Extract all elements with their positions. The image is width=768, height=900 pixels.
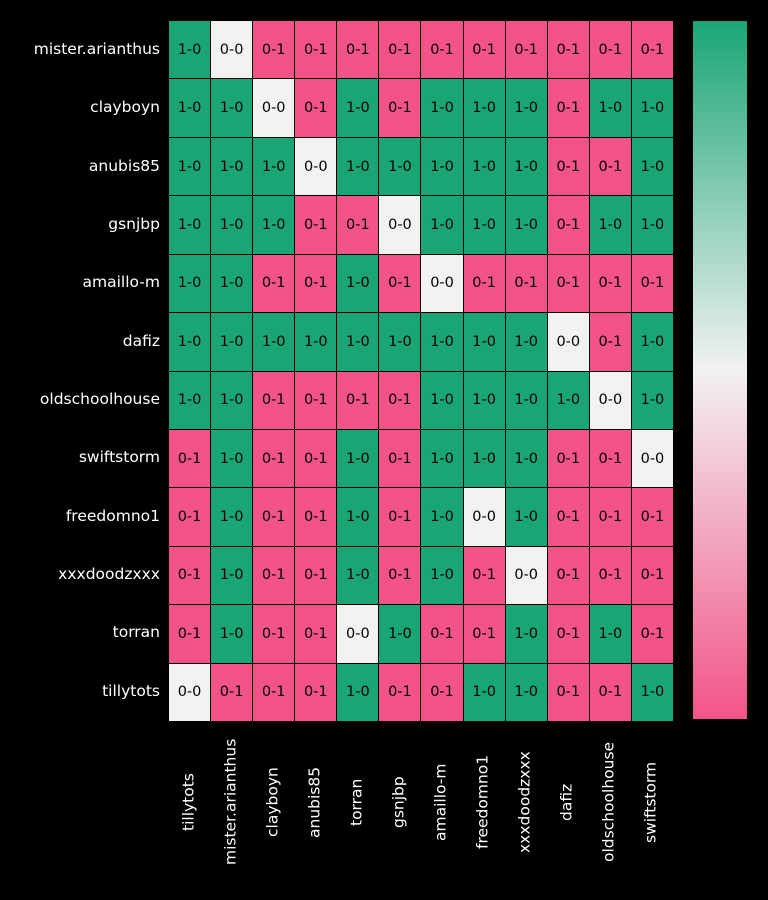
row-label: anubis85 (88, 156, 160, 175)
heatmap-cell: 0-1 (632, 547, 673, 604)
heatmap-cell: 1-0 (632, 372, 673, 429)
heatmap-cell: 1-0 (211, 255, 252, 312)
column-label: clayboyn (263, 767, 282, 837)
heatmap-cell: 0-1 (548, 605, 589, 662)
heatmap-cell: 1-0 (421, 138, 462, 195)
heatmap-cell: 1-0 (421, 430, 462, 487)
heatmap-cell: 1-0 (421, 372, 462, 429)
heatmap-cell: 1-0 (464, 372, 505, 429)
heatmap-cell: 0-1 (421, 605, 462, 662)
heatmap-cell: 1-0 (506, 313, 547, 370)
heatmap-cell: 1-0 (632, 664, 673, 721)
heatmap-cell: 0-1 (295, 605, 336, 662)
column-axis-labels (168, 722, 672, 882)
row-label: oldschoolhouse (39, 390, 160, 409)
heatmap-cell: 0-1 (253, 430, 294, 487)
heatmap-cell: 0-1 (295, 488, 336, 545)
heatmap-cell: 0-1 (253, 605, 294, 662)
heatmap-cell: 0-0 (548, 313, 589, 370)
heatmap-cell: 1-0 (506, 605, 547, 662)
heatmap-cell: 0-1 (253, 21, 294, 78)
row-label: gsnjbp (108, 215, 160, 234)
heatmap-cell: 0-1 (379, 79, 420, 136)
heatmap-cell: 0-1 (169, 605, 210, 662)
heatmap-grid (168, 20, 674, 722)
heatmap-cell: 0-1 (506, 21, 547, 78)
heatmap-cell: 1-0 (464, 313, 505, 370)
column-label: anubis85 (305, 766, 324, 838)
heatmap-cell: 0-0 (253, 79, 294, 136)
heatmap-cell: 1-0 (337, 138, 378, 195)
heatmap-cell: 0-1 (548, 430, 589, 487)
heatmap-cell: 0-1 (253, 547, 294, 604)
row-label: tillytots (102, 681, 160, 700)
heatmap-cell: 1-0 (464, 664, 505, 721)
heatmap-cell: 1-0 (295, 313, 336, 370)
heatmap-cell: 0-1 (379, 372, 420, 429)
heatmap-cell: 1-0 (211, 196, 252, 253)
heatmap-cell: 0-1 (590, 430, 631, 487)
heatmap-cell: 1-0 (337, 313, 378, 370)
column-label-slot (630, 722, 672, 882)
heatmap-cell: 0-1 (337, 21, 378, 78)
heatmap-cell: 1-0 (253, 196, 294, 253)
heatmap-cell: 1-0 (590, 79, 631, 136)
heatmap-cell: 0-1 (464, 255, 505, 312)
heatmap-cell: 0-1 (379, 430, 420, 487)
row-label: mister.arianthus (33, 40, 160, 59)
row-label: dafiz (122, 331, 160, 350)
heatmap-cell: 0-1 (169, 547, 210, 604)
heatmap-cell: 1-0 (421, 547, 462, 604)
heatmap-cell: 0-1 (295, 196, 336, 253)
heatmap-cell: 1-0 (379, 605, 420, 662)
heatmap-cell: 1-0 (506, 196, 547, 253)
heatmap-cell: 1-0 (632, 313, 673, 370)
heatmap-cell: 1-0 (632, 79, 673, 136)
heatmap-cell: 1-0 (421, 196, 462, 253)
heatmap-cell: 0-1 (295, 430, 336, 487)
heatmap-cell: 0-1 (379, 255, 420, 312)
row-label: torran (112, 623, 160, 642)
heatmap-cell: 0-1 (464, 21, 505, 78)
column-label-slot (252, 722, 294, 882)
heatmap-cell: 0-1 (548, 255, 589, 312)
heatmap-cell: 1-0 (337, 255, 378, 312)
heatmap-cell: 0-0 (211, 21, 252, 78)
heatmap-cell: 0-0 (632, 430, 673, 487)
heatmap-cell: 1-0 (506, 488, 547, 545)
row-label: clayboyn (90, 98, 160, 117)
row-label: freedomno1 (65, 506, 160, 525)
heatmap-cell: 1-0 (211, 547, 252, 604)
heatmap-cell: 0-1 (379, 21, 420, 78)
heatmap-cell: 1-0 (464, 138, 505, 195)
heatmap-cell: 0-1 (632, 605, 673, 662)
heatmap-cell: 0-1 (337, 372, 378, 429)
heatmap-cell: 1-0 (464, 79, 505, 136)
heatmap-cell: 1-0 (211, 372, 252, 429)
heatmap-cell: 1-0 (253, 313, 294, 370)
heatmap-cell: 1-0 (506, 430, 547, 487)
heatmap-cell: 0-1 (169, 488, 210, 545)
heatmap-cell: 1-0 (337, 664, 378, 721)
heatmap-cell: 0-0 (337, 605, 378, 662)
column-label-slot (168, 722, 210, 882)
heatmap-cell: 0-1 (548, 488, 589, 545)
heatmap-cell: 1-0 (211, 79, 252, 136)
heatmap-cell: 0-1 (379, 488, 420, 545)
heatmap-cell: 0-1 (253, 255, 294, 312)
heatmap-cell: 0-1 (464, 547, 505, 604)
heatmap-cell: 1-0 (169, 313, 210, 370)
column-label-slot (546, 722, 588, 882)
heatmap-cell: 0-1 (295, 664, 336, 721)
heatmap-cell: 1-0 (337, 488, 378, 545)
heatmap-cell: 1-0 (169, 372, 210, 429)
heatmap-cell: 1-0 (337, 430, 378, 487)
heatmap-cell: 0-1 (295, 547, 336, 604)
heatmap-cell: 0-1 (590, 664, 631, 721)
heatmap-cell: 0-1 (590, 21, 631, 78)
heatmap-cell: 1-0 (632, 196, 673, 253)
heatmap-cell: 0-1 (253, 488, 294, 545)
heatmap-cell: 0-1 (211, 664, 252, 721)
heatmap-cell: 0-0 (421, 255, 462, 312)
heatmap-cell: 0-0 (464, 488, 505, 545)
heatmap-cell: 1-0 (169, 21, 210, 78)
column-label-slot (294, 722, 336, 882)
heatmap-cell: 0-1 (590, 547, 631, 604)
heatmap-cell: 1-0 (421, 313, 462, 370)
column-label: oldschoolhouse (599, 741, 618, 863)
heatmap-cell: 0-1 (421, 21, 462, 78)
heatmap-cell: 0-1 (590, 488, 631, 545)
heatmap-cell: 0-1 (295, 79, 336, 136)
row-label: xxxdoodzxxx (58, 565, 160, 584)
heatmap-cell: 1-0 (590, 196, 631, 253)
heatmap-cell: 0-1 (421, 664, 462, 721)
column-label: xxxdoodzxxx (515, 751, 534, 853)
heatmap-cell: 1-0 (464, 196, 505, 253)
heatmap-cell: 1-0 (506, 138, 547, 195)
column-label-slot (378, 722, 420, 882)
heatmap-cell: 0-1 (506, 255, 547, 312)
heatmap-cell: 0-1 (464, 605, 505, 662)
heatmap-cell: 1-0 (506, 372, 547, 429)
heatmap-cell: 0-1 (295, 372, 336, 429)
heatmap-cell: 1-0 (506, 79, 547, 136)
heatmap-cell: 0-1 (253, 372, 294, 429)
heatmap-cell: 0-0 (590, 372, 631, 429)
heatmap-cell: 0-1 (379, 664, 420, 721)
heatmap-cell: 0-1 (590, 138, 631, 195)
heatmap-cell: 0-1 (379, 547, 420, 604)
heatmap-cell: 0-1 (548, 79, 589, 136)
heatmap-cell: 1-0 (632, 138, 673, 195)
heatmap-cell: 0-1 (590, 313, 631, 370)
column-label: amaillo-m (431, 763, 450, 841)
heatmap-cell: 1-0 (211, 138, 252, 195)
heatmap-cell: 0-1 (169, 430, 210, 487)
heatmap-cell: 0-1 (548, 138, 589, 195)
heatmap-cell: 0-1 (548, 664, 589, 721)
heatmap-cell: 0-1 (548, 547, 589, 604)
row-axis-labels (0, 20, 168, 720)
heatmap-cell: 0-1 (590, 255, 631, 312)
column-label-slot (504, 722, 546, 882)
heatmap-cell: 0-0 (506, 547, 547, 604)
heatmap-cell: 1-0 (211, 313, 252, 370)
heatmap-cell: 0-1 (632, 255, 673, 312)
heatmap-cell: 0-1 (337, 196, 378, 253)
heatmap-cell: 1-0 (421, 488, 462, 545)
heatmap-cell: 0-0 (379, 196, 420, 253)
heatmap-cell: 1-0 (506, 664, 547, 721)
column-label-slot (462, 722, 504, 882)
column-label: dafiz (557, 783, 576, 821)
colorbar (692, 20, 748, 720)
heatmap-cell: 1-0 (337, 79, 378, 136)
column-label-slot (588, 722, 630, 882)
heatmap-cell: 1-0 (169, 79, 210, 136)
heatmap-cell: 1-0 (464, 430, 505, 487)
heatmap-cell: 1-0 (211, 605, 252, 662)
heatmap-cell: 1-0 (337, 547, 378, 604)
column-label-slot (210, 722, 252, 882)
heatmap-cell: 0-1 (295, 21, 336, 78)
heatmap-cell: 0-0 (169, 664, 210, 721)
heatmap-cell: 0-1 (253, 664, 294, 721)
heatmap-cell: 0-1 (548, 21, 589, 78)
heatmap-cell: 0-1 (632, 488, 673, 545)
row-label: amaillo-m (82, 273, 160, 292)
column-label: mister.arianthus (221, 738, 240, 866)
column-label: freedomno1 (473, 754, 492, 850)
heatmap-cell: 0-1 (632, 21, 673, 78)
column-label: tillytots (179, 773, 198, 831)
heatmap-cell: 1-0 (169, 138, 210, 195)
heatmap-cell: 0-0 (295, 138, 336, 195)
heatmap-cell: 1-0 (379, 313, 420, 370)
column-label: torran (347, 778, 366, 826)
heatmap-cell: 1-0 (169, 196, 210, 253)
heatmap-cell: 1-0 (590, 605, 631, 662)
heatmap-cell: 1-0 (379, 138, 420, 195)
column-label: swiftstorm (641, 761, 660, 843)
heatmap-cell: 1-0 (548, 372, 589, 429)
heatmap-cell: 1-0 (211, 488, 252, 545)
column-label-slot (420, 722, 462, 882)
column-label-slot (336, 722, 378, 882)
heatmap-cell: 0-1 (548, 196, 589, 253)
heatmap-cell: 0-1 (295, 255, 336, 312)
row-label: swiftstorm (78, 448, 160, 467)
heatmap-cell: 1-0 (253, 138, 294, 195)
heatmap-cell: 1-0 (169, 255, 210, 312)
column-label: gsnjbp (389, 776, 408, 828)
heatmap-cell: 1-0 (421, 79, 462, 136)
heatmap-cell: 1-0 (211, 430, 252, 487)
